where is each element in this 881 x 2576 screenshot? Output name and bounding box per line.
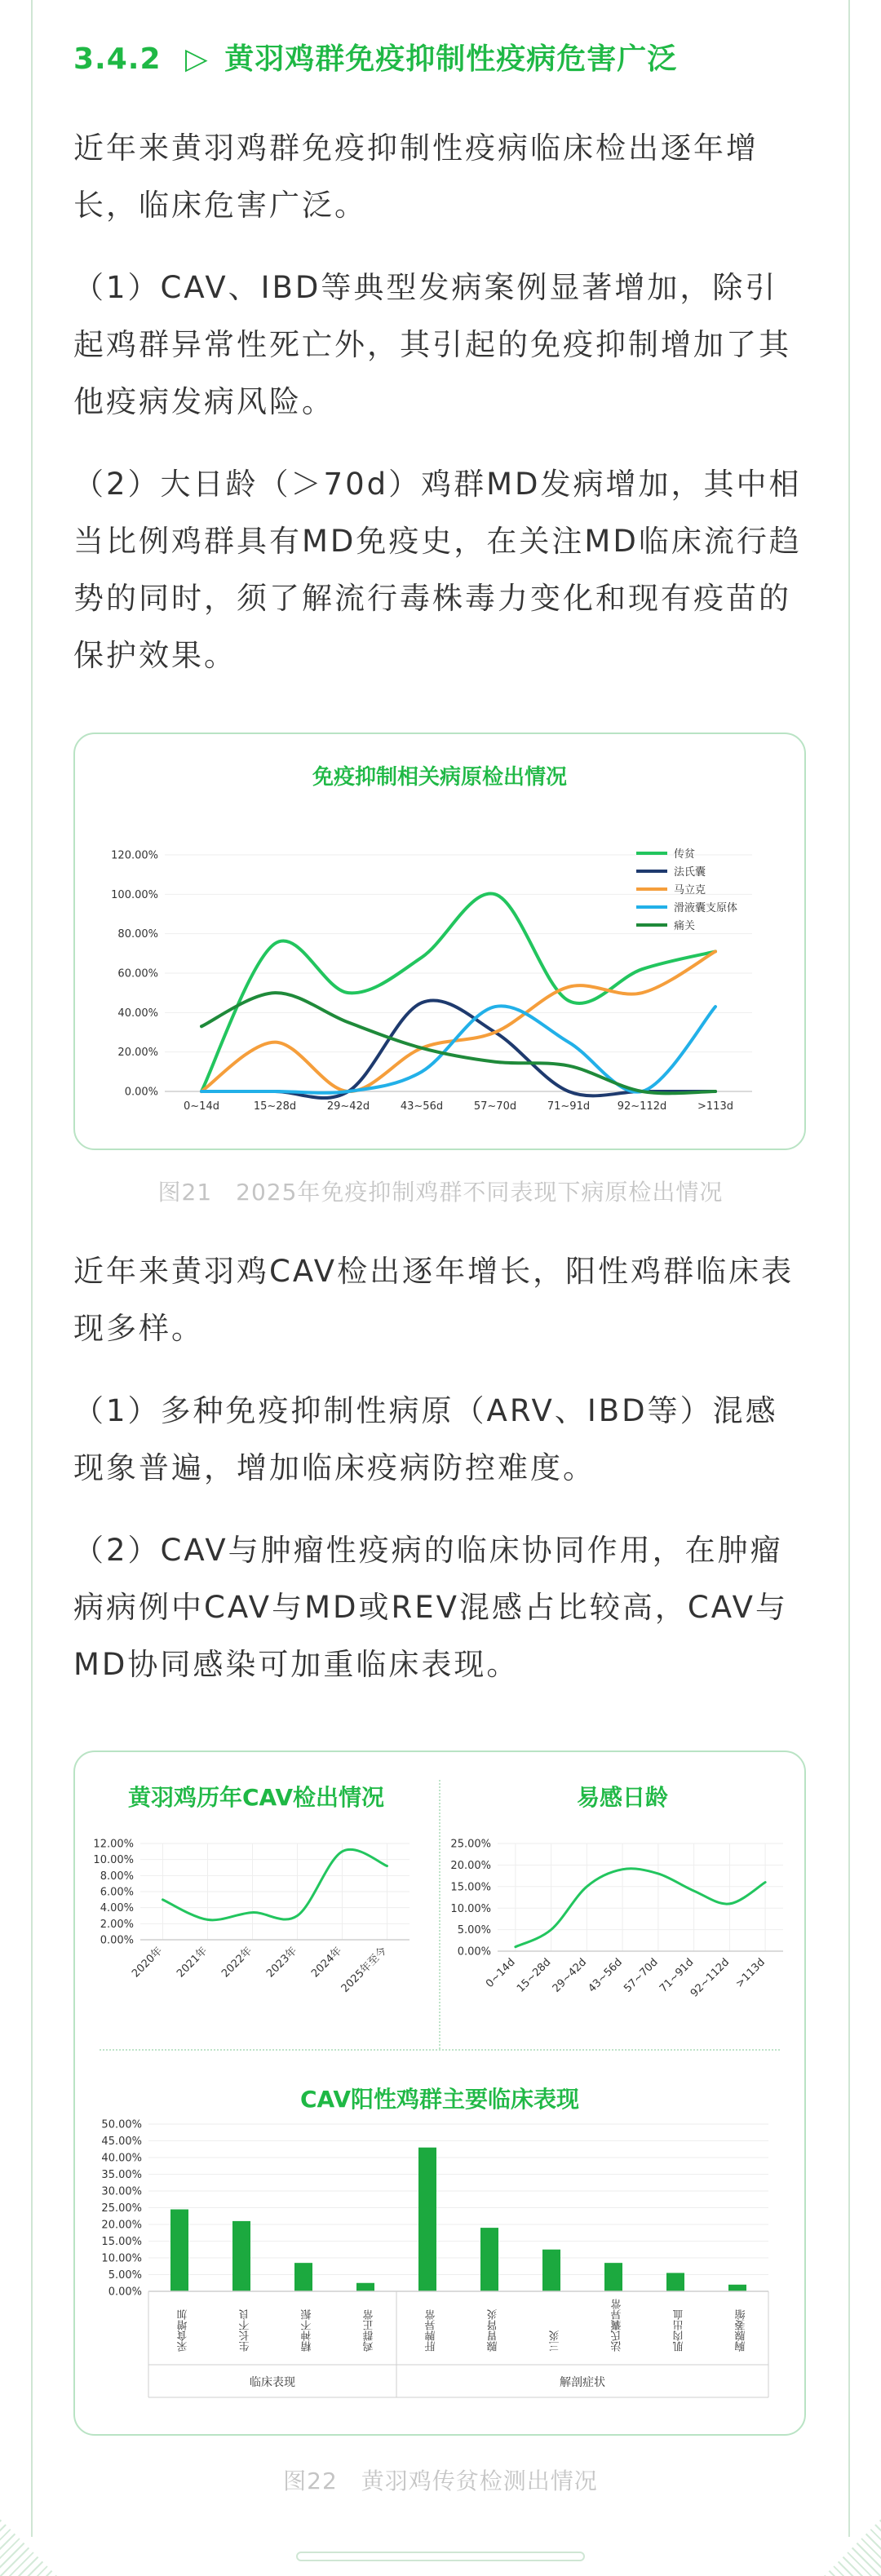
x-tick-label: 2023年 (264, 1945, 300, 1981)
x-tick-label: 71~91d (547, 1100, 591, 1113)
section-title: 黄羽鸡群免疫抑制性疫病危害广泛 (224, 42, 678, 76)
x-tick-label: 92~112d (617, 1100, 667, 1113)
x-tick-label: 0~14d (184, 1100, 219, 1113)
y-tick-label: 25.00% (450, 1838, 491, 1851)
x-tick-label: >113d (697, 1100, 733, 1113)
bar-chart (75, 2108, 804, 2434)
series-line (163, 1849, 387, 1919)
chart-title: 易感日龄 (576, 1784, 668, 1811)
bar (542, 2250, 560, 2291)
x-tick-label: 2025年至今 (339, 1945, 390, 1995)
figure22-caption: 图22 黄羽鸡传贫检测出情况 (283, 2468, 598, 2494)
bar (232, 2221, 250, 2291)
y-tick-label: 8.00% (100, 1870, 134, 1883)
y-tick-label: 0.00% (100, 1934, 134, 1947)
line-chart (440, 1834, 804, 2054)
figure22-card (73, 1751, 806, 2436)
y-tick-label: 35.00% (101, 2169, 142, 2182)
y-tick-label: 10.00% (101, 2252, 142, 2265)
y-tick-label: 40.00% (117, 1007, 158, 1020)
y-tick-label: 10.00% (450, 1902, 491, 1915)
y-tick-label: 80.00% (117, 928, 158, 941)
y-tick-label: 2.00% (100, 1918, 134, 1931)
x-tick-label: 57~70d (622, 1956, 661, 1995)
section-heading (73, 36, 677, 77)
y-tick-label: 40.00% (101, 2152, 142, 2165)
x-tick-label: 生长不良 (239, 2309, 252, 2352)
y-tick-label: 5.00% (457, 1924, 491, 1937)
x-tick-label: 29~42d (326, 1100, 370, 1113)
bar (294, 2263, 312, 2291)
x-tick-label: 鸡群正常 (363, 2309, 376, 2352)
page-frame-left (31, 0, 33, 2537)
y-tick-label: 0.00% (108, 2286, 142, 2299)
y-tick-label: 50.00% (101, 2118, 142, 2131)
figure21-caption: 图21 2025年免疫抑制鸡群不同表现下病原检出情况 (157, 1179, 724, 1206)
paragraph: （1）多种免疫抑制性病原（ARV、IBD等）混感现象普遍，增加临床疫病防控难度。 (73, 1393, 778, 1485)
corner-decoration-left (0, 2519, 57, 2576)
page-frame-right (848, 0, 850, 2537)
group-label: 临床表现 (250, 2376, 295, 2389)
paragraph: （2）大日龄（＞70d）鸡群MD发病增加，其中相当比例鸡群具有MD免疫史，在关注MD临床流行趋势的同时，须了解流行毒株毒力变化和现有疫苗的保护效果。 (73, 467, 802, 673)
scroll-indicator[interactable] (296, 2552, 585, 2561)
x-tick-label: 肌肉出血 (673, 2309, 686, 2352)
line-chart (75, 1834, 437, 2054)
x-tick-label: 71~91d (657, 1956, 697, 1995)
y-tick-label: 25.00% (101, 2202, 142, 2215)
x-tick-label: 腺胃肾炎 (487, 2309, 500, 2352)
chart-title: 免疫抑制相关病原检出情况 (312, 765, 567, 790)
x-tick-label: 43~56d (586, 1956, 625, 1995)
y-tick-label: 5.00% (108, 2269, 142, 2282)
x-tick-label: 0~14d (484, 1956, 518, 1990)
bar (170, 2210, 188, 2291)
x-tick-label: >113d (733, 1956, 768, 1990)
paragraph: （2）CAV与肿瘤性疫病的临床协同作用，在肿瘤病病例中CAV与MD或REV混感占比较高，CAV与MD协同感染可加重临床表现。 (73, 1533, 788, 1682)
x-tick-label: 92~112d (688, 1956, 733, 2000)
y-tick-label: 10.00% (93, 1854, 134, 1867)
y-tick-label: 100.00% (111, 888, 158, 901)
bar (666, 2273, 684, 2291)
y-tick-label: 12.00% (93, 1838, 134, 1851)
chart-title: 黄羽鸡历年CAV检出情况 (128, 1784, 384, 1811)
x-tick-label: 15~28d (514, 1956, 554, 1995)
line-chart (75, 781, 804, 1149)
x-tick-label: 精神不振 (301, 2309, 314, 2352)
y-tick-label: 0.00% (457, 1945, 491, 1959)
y-tick-label: 120.00% (111, 849, 158, 862)
legend-label: 传贫 (674, 848, 696, 861)
y-tick-label: 6.00% (100, 1886, 134, 1899)
chart-title: CAV阳性鸡群主要临床表现 (300, 2086, 579, 2113)
y-tick-label: 30.00% (101, 2185, 142, 2198)
bar (728, 2285, 746, 2291)
section-arrow-icon: ▷ (185, 42, 209, 76)
x-tick-label: 2020年 (130, 1945, 166, 1981)
series-line (201, 1006, 715, 1092)
bar (418, 2148, 436, 2291)
y-tick-label: 20.00% (101, 2219, 142, 2232)
bar (480, 2228, 498, 2291)
y-tick-label: 20.00% (450, 1859, 491, 1872)
figure21-card (73, 733, 806, 1150)
legend-label: 滑液囊支原体 (674, 902, 738, 914)
x-tick-label: 三炎 (549, 2330, 562, 2352)
x-tick-label: 2021年 (175, 1945, 210, 1981)
legend-label: 法氏囊 (674, 866, 706, 879)
bar (604, 2263, 622, 2291)
series-line (201, 1000, 715, 1098)
y-tick-label: 20.00% (117, 1047, 158, 1060)
y-tick-label: 15.00% (101, 2236, 142, 2249)
paragraph: 近年来黄羽鸡群免疫抑制性疫病临床检出逐年增长，临床危害广泛。 (73, 131, 759, 223)
x-tick-label: 胸腺萎缩 (735, 2309, 748, 2352)
x-tick-label: 43~56d (400, 1100, 444, 1113)
y-tick-label: 0.00% (124, 1086, 158, 1099)
paragraph: （1）CAV、IBD等典型发病案例显著增加，除引起鸡群异常性死亡外，其引起的免疫抑制增加了其他疫病发病风险。 (73, 270, 791, 419)
x-tick-label: 法氏囊异常 (611, 2299, 624, 2352)
bar (356, 2283, 374, 2291)
x-tick-label: 2022年 (219, 1945, 255, 1981)
legend-label: 马立克 (674, 884, 706, 896)
x-tick-label: 采食增加 (177, 2309, 190, 2352)
y-tick-label: 45.00% (101, 2136, 142, 2149)
x-tick-label: 29~42d (550, 1956, 590, 1995)
paragraph: 近年来黄羽鸡CAV检出逐年增长，阳性鸡群临床表现多样。 (73, 1254, 795, 1346)
group-label: 解剖症状 (560, 2376, 605, 2389)
y-tick-label: 60.00% (117, 967, 158, 980)
legend-label: 痛关 (674, 920, 696, 932)
section-number: 3.4.2 (73, 42, 162, 76)
x-tick-label: 57~70d (473, 1100, 517, 1113)
y-tick-label: 4.00% (100, 1902, 134, 1915)
corner-decoration-right (824, 2519, 881, 2576)
x-tick-label: 2024年 (309, 1945, 345, 1981)
y-tick-label: 15.00% (450, 1881, 491, 1894)
x-tick-label: 肝脾异常 (425, 2309, 438, 2352)
x-tick-label: 15~28d (253, 1100, 297, 1113)
